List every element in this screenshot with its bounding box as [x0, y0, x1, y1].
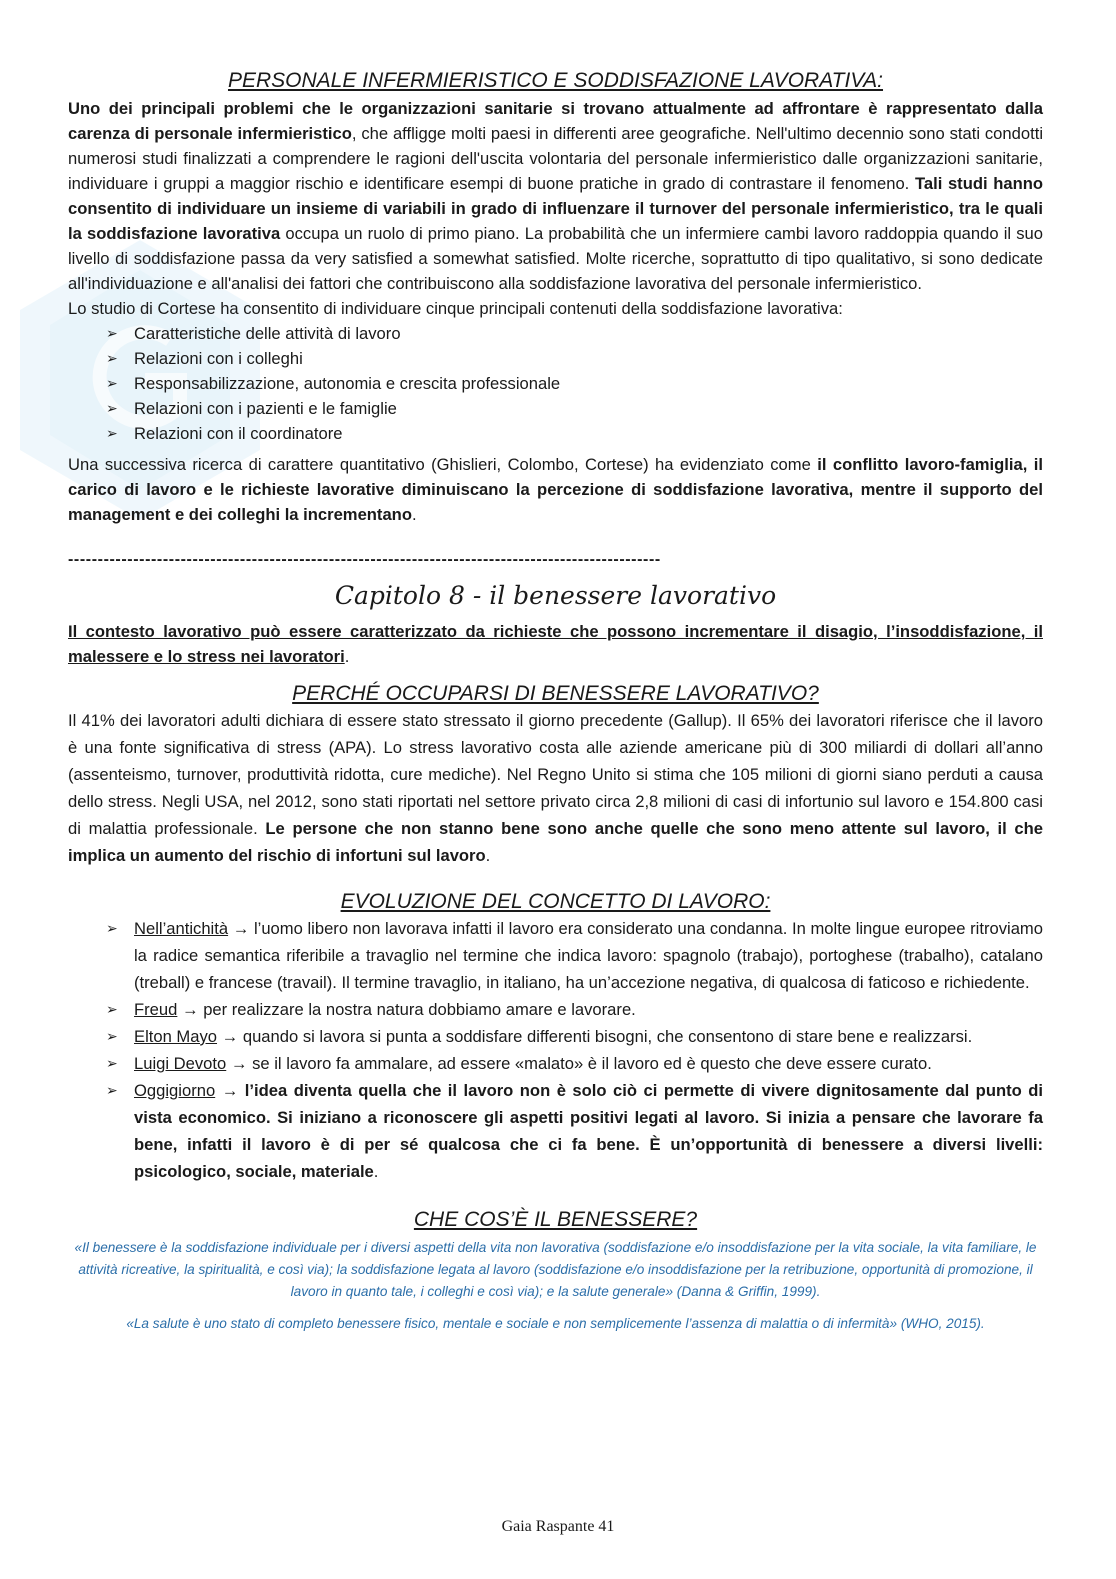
evolution-list	[68, 915, 1043, 1185]
page-footer: Gaia Raspante 41	[501, 1518, 615, 1535]
list-item	[68, 396, 1043, 421]
item-bold-text: l’idea diventa quella che il lavoro non è solo ciò ci permette di vivere dignitosamente dal punto di vista economico. Si iniziano a riconoscere gli aspetti positivi legati al lavoro. Si inizia a pensare che lavorare fa bene, infatti il lavoro è di per sé qualcosa che ci fa bene. È un’opportunità di benessere a diversi livelli: psicologico, sociale, materiale	[134, 1081, 1043, 1181]
item-text: .	[373, 1162, 379, 1181]
bullet-arrow-icon: ➢	[106, 1082, 118, 1098]
satisfaction-list	[68, 321, 1043, 446]
bullet-arrow-icon: ➢	[106, 1001, 118, 1017]
list-item-text: Caratteristiche delle attività di lavoro	[134, 324, 401, 343]
quantitative-paragraph	[68, 452, 1043, 527]
divider-line: ----------------------------------------------------------------------------------------------------	[68, 551, 661, 568]
list-item	[68, 996, 1043, 1023]
right-arrow-icon: →	[181, 1000, 199, 1019]
list-item	[68, 1050, 1043, 1077]
list-item	[68, 321, 1043, 346]
section-title-wellbeing: CHE COS’È IL BENESSERE?	[413, 1208, 698, 1231]
right-arrow-icon: →	[221, 1027, 239, 1046]
list-item	[68, 371, 1043, 396]
item-text: per realizzare la nostra natura dobbiamo amare e lavorare.	[198, 1000, 636, 1019]
body-text: .	[344, 647, 350, 666]
bold-underlined-text: Il contesto lavorativo può essere caratterizzato da richieste che possono incrementare il disagio, l’insoddisfazione, il malessere e lo stress nei lavoratori	[68, 622, 1043, 666]
body-text: , che affligge molti paesi in differenti aree geografiche. Nell'ultimo decennio sono stati condotti numerosi studi finalizzati a comprendere le ragioni dell'uscita volontaria del personale infermieristico dalle organizzazioni sanitarie, individuare i gruppi a maggior rischio e identificare esempi di buone pratiche in grado di contrastare il fenomeno.	[68, 124, 1044, 193]
bullet-arrow-icon: ➢	[106, 920, 118, 936]
item-text: l’uomo libero non lavorava infatti il lavoro era considerato una condanna. In molte lingue europee ritroviamo la radice semantica riferibile a travaglio nel termine che indica lavoro: spagnolo (trabajo), portoghese (trabalho), catalano (treball) e francese (travail). Il termine travaglio, in italiano, ha un’accezione negativa, di qualcosa di faticoso e richiedente.	[134, 919, 1043, 992]
body-text: .	[485, 846, 491, 865]
body-text: Il 41% dei lavoratori adulti dichiara di essere stato stressato il giorno precedente (Gallup). Il 65% dei lavoratori riferisce che il lavoro è una fonte significativa di stress (APA). Lo stress lavorativo costa alle aziende americane più di 300 miliardi di dollari all’anno (assenteismo, turnover, produttività ridotta, cure mediche). Nel Regno Unito si stima che 105 milioni di giorni siano perduti a causa dello stress. Negli USA, nel 2012, sono stati riportati nel settore privato circa 2,8 milioni di casi di infortunio sul lavoro e 154.800 casi di malattia professionale.	[68, 711, 1043, 838]
bold-text: il conflitto lavoro-famiglia, il carico di lavoro e le richieste lavorative diminuiscano la percezione di soddisfazione lavorativa, mentre il supporto del management e dei colleghi la incrementano	[68, 455, 1043, 524]
right-arrow-icon: →	[230, 1054, 248, 1073]
right-arrow-icon: →	[221, 1081, 239, 1100]
section-title-evolution: EVOLUZIONE DEL CONCETTO DI LAVORO:	[340, 890, 771, 913]
item-heading: Freud	[134, 1000, 178, 1019]
item-heading: Luigi Devoto	[134, 1054, 227, 1073]
list-item	[68, 915, 1043, 996]
nursing-paragraph	[68, 96, 1043, 296]
list-item-text: Relazioni con i pazienti e le famiglie	[134, 399, 397, 418]
bullet-arrow-icon: ➢	[106, 1028, 118, 1044]
bold-text: Tali studi hanno consentito di individuare un insieme di variabili in grado di influenzare il turnover del personale infermieristico, tra le quali la soddisfazione lavorativa	[68, 174, 1044, 243]
bullet-arrow-icon: ➢	[106, 325, 118, 341]
chapter-intro	[68, 619, 1043, 669]
list-item-text: Responsabilizzazione, autonomia e crescita professionale	[134, 374, 561, 393]
section-title-nursing: PERSONALE INFERMIERISTICO E SODDISFAZIONE LAVORATIVA:	[227, 69, 884, 92]
item-text: se il lavoro fa ammalare, ad essere «malato» è il lavoro ed è questo che deve essere curato.	[247, 1054, 932, 1073]
section-title-why: PERCHÉ OCCUPARSI DI BENESSERE LAVORATIVO?	[292, 682, 819, 705]
body-text: .	[411, 505, 417, 524]
bullet-arrow-icon: ➢	[106, 350, 118, 366]
bold-text: Le persone che non stanno bene sono anche quelle che sono meno attente sul lavoro, il che implica un aumento del rischio di infortuni sul lavoro	[68, 819, 1043, 865]
bullet-arrow-icon: ➢	[106, 400, 118, 416]
right-arrow-icon: →	[232, 919, 250, 938]
why-paragraph	[68, 707, 1043, 869]
item-heading: Elton Mayo	[134, 1027, 218, 1046]
list-item	[68, 1077, 1043, 1185]
body-text: occupa un ruolo di primo piano. La probabilità che un infermiere cambi lavoro raddoppia quando il suo livello di soddisfazione passa da very satisfied a somewhat satisfied. Molte ricerche, soprattutto di tipo qualitativo, si sono dedicate all'individuazione e all'analisi dei fattori che contribuiscono alla soddisfazione lavorativa del personale infermieristico.	[68, 224, 1044, 293]
bold-text: Uno dei principali problemi che le organizzazioni sanitarie si trovano attualmente ad affrontare è rappresentato dalla carenza di personale infermieristico	[68, 99, 1043, 143]
body-text: Una successiva ricerca di carattere quantitativo (Ghislieri, Colombo, Cortese) ha evidenziato come	[68, 455, 818, 474]
chapter-title: Capitolo 8 - il benessere lavorativo	[334, 581, 777, 610]
list-item	[68, 346, 1043, 371]
list-item-text: Relazioni con i colleghi	[134, 349, 303, 368]
bullet-arrow-icon: ➢	[106, 1055, 118, 1071]
bullet-arrow-icon: ➢	[106, 425, 118, 441]
item-heading: Nell’antichità	[134, 919, 229, 938]
bullet-arrow-icon: ➢	[106, 375, 118, 391]
item-text: quando si lavora si punta a soddisfare differenti bisogni, che consentono di stare bene e realizzarsi.	[238, 1027, 973, 1046]
item-heading: Oggigiorno	[134, 1081, 216, 1100]
page-content	[68, 68, 1043, 1335]
list-item	[68, 1023, 1043, 1050]
health-quote-who: «La salute è uno stato di completo benessere fisico, mentale e sociale e non semplicemente l’assenza di malattia o di infermità» (WHO, 2015).	[126, 1316, 985, 1331]
cortese-paragraph: Lo studio di Cortese ha consentito di individuare cinque principali contenuti della soddisfazione lavorativa:	[68, 299, 843, 318]
list-item-text: Relazioni con il coordinatore	[134, 424, 343, 443]
wellbeing-quote-danna-griffin: «Il benessere è la soddisfazione individuale per i diversi aspetti della vita non lavorativa (soddisfazione e/o insoddisfazione per la vita sociale, la vita familiare, le attività ricreative, la spiritualità, e così via); la soddisfazione legata al lavoro (soddisfazione e/o insoddisfazione per la retribuzione, opportunità di promozione, il lavoro in quanto tale, i colleghi e così via); e la salute generale» (Danna & Griffin, 1999).	[74, 1240, 1037, 1299]
list-item	[68, 421, 1043, 446]
